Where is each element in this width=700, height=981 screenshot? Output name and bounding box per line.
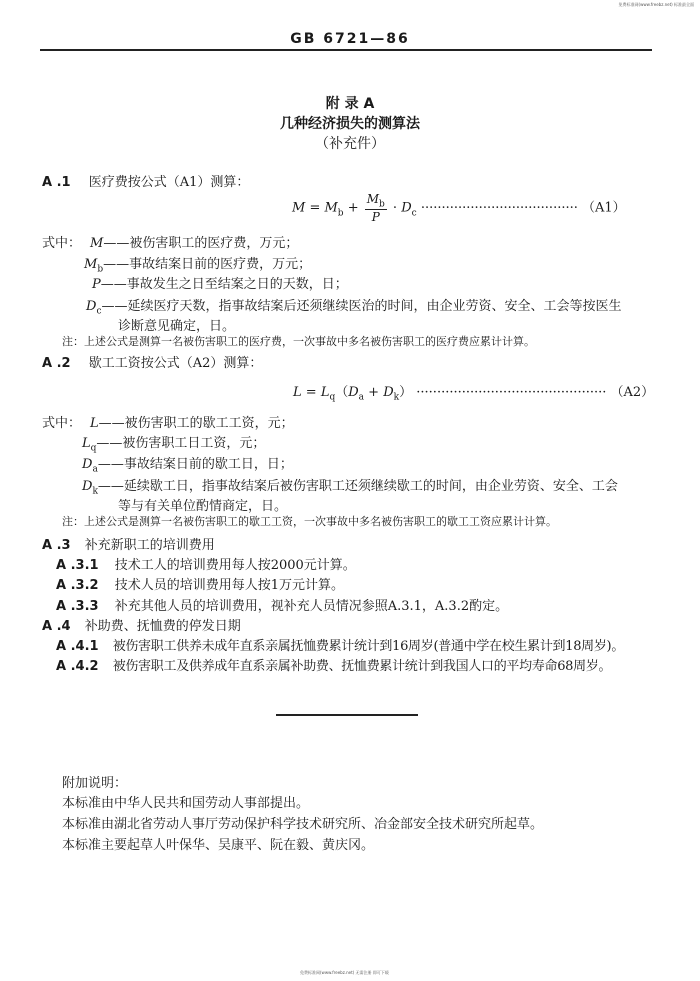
a4-item-2-num: A .4.2	[56, 659, 99, 674]
corner-watermark-top: 免费标准网(www.freebz.net) 标准最全面	[618, 2, 694, 7]
formula-a1-leader: ······································	[420, 200, 578, 216]
additional-heading: 附加说明：	[62, 776, 128, 791]
standard-number-header: GB 6721—86	[290, 31, 410, 47]
a3-item-3	[56, 595, 508, 614]
formula-a2-lq: L	[320, 385, 330, 400]
a1-where: 式中：	[42, 236, 82, 251]
section-a2-number: A .2	[42, 356, 71, 371]
corner-watermark-bottom: 免费标准网(www.freebz.net) 无需注册 即可下载	[300, 970, 389, 975]
a1-def-2-sym: M	[84, 257, 98, 272]
a4-item-2	[56, 655, 611, 674]
formula-a1	[292, 192, 626, 224]
a1-def-4-text: ——延续医疗天数，指事故结案后还须继续医治的时间，由企业劳资、安全、工会等按医生	[101, 299, 622, 314]
a1-def-4: $D_c——$延续医疗天数，指事故结案后还须继续医治的时间，由企业劳资、安全、工会等按医生	[86, 299, 622, 317]
formula-a1-frac-den: P	[371, 210, 380, 225]
section-a3-number: A .3	[42, 538, 71, 553]
a1-def-4-cont: 诊断意见确定，日。	[118, 319, 236, 334]
formula-a2-open: （	[335, 385, 349, 400]
a1-def-4-sym: D	[86, 299, 97, 314]
section-a4-heading	[42, 615, 241, 634]
section-a4-number: A .4	[42, 619, 71, 634]
header-rule	[40, 49, 652, 51]
a4-item-1-num: A .4.1	[56, 639, 99, 654]
a4-item-1-text: 被伤害职工供养未成年直系亲属抚恤费累计统计到16周岁(普通中学在校生累计到18周岁)。	[112, 639, 625, 654]
formula-a2-dk-sub: k	[393, 392, 400, 403]
a1-def-1-sym: M	[90, 236, 104, 251]
a3-item-1	[56, 554, 356, 573]
a2-def-4: $D_k——$延续歇工日，指事故结案后被伤害职工还须继续歇工的时间，由企业劳资、安全、工会	[82, 479, 618, 497]
formula-a1-dc-sub: c	[411, 208, 417, 219]
a2-def-2-text: ——被伤害职工日工资，元；	[96, 436, 266, 451]
a2-def-3-text: ——事故结案日前的歇工日，日；	[97, 457, 293, 472]
a2-def-4-sym: D	[82, 479, 93, 494]
formula-a2-label: （A2）	[610, 385, 655, 400]
a4-item-1	[56, 635, 624, 654]
formula-a2-dk: D	[383, 385, 394, 400]
a2-def-3: $D_a——$事故结案日前的歇工日，日；	[82, 457, 293, 475]
a3-item-1-text: 技术工人的培训费用每人按2000元计算。	[114, 558, 356, 573]
a1-def-3-text: ——事故发生之日至结案之日的天数，日；	[100, 277, 348, 292]
a1-def-3-sym: P	[92, 277, 101, 292]
appendix-note: （补充件）	[315, 136, 385, 152]
a1-note: 注：上述公式是测算一名被伤害职工的医疗费，一次事故中多名被伤害职工的医疗费应累计计算。	[62, 335, 535, 348]
formula-a2-lhs: L	[293, 385, 302, 400]
formula-a2-da: D	[348, 385, 359, 400]
section-a3-text: 补充新职工的培训费用	[84, 538, 215, 553]
a1-def-3	[92, 273, 348, 295]
formula-a1-frac-sub: b	[379, 199, 385, 210]
a2-def-3-sym: D	[82, 457, 93, 472]
a1-def-2: $M_b——$事故结案日前的医疗费，万元；	[84, 257, 312, 275]
section-a1-number: A .1	[42, 175, 71, 190]
formula-a2	[293, 381, 654, 403]
a3-item-1-num: A .3.1	[56, 558, 99, 573]
formula-a2-lq-sub: q	[329, 392, 336, 403]
formula-a2-leader: ··············································	[416, 385, 607, 400]
a3-item-2-num: A .3.2	[56, 578, 99, 593]
a2-note: 注：上述公式是测算一名被伤害职工的歇工工资，一次事故中多名被伤害职工的歇工工资应累计计算。	[62, 515, 557, 528]
formula-a2-da-sub: a	[358, 392, 365, 403]
formula-a1-lhs: M	[292, 200, 306, 216]
formula-a2-close: ）	[399, 385, 413, 400]
a1-def-1-text: ——被伤害职工的医疗费，万元；	[103, 236, 299, 251]
a3-item-3-num: A .3.3	[56, 599, 99, 614]
formula-a1-dc: D	[401, 200, 412, 216]
section-divider	[276, 714, 418, 716]
a2-def-2: $L_q——$被伤害职工日工资，元；	[82, 436, 266, 454]
a4-item-2-text: 被伤害职工及供养成年直系亲属补助费、抚恤费累计统计到我国人口的平均寿命68周岁。	[112, 659, 612, 674]
a1-def-1	[90, 232, 298, 254]
formula-a1-label: （A1）	[582, 200, 626, 216]
additional-line-3: 本标准主要起草人叶保华、吴康平、阮在毅、黄庆冈。	[62, 838, 375, 853]
formula-a1-frac-num: M	[366, 192, 380, 206]
a2-def-4-cont: 等与有关单位酌情商定，日。	[118, 499, 288, 514]
a2-def-1-text: ——被伤害职工的歇工工资，元；	[98, 416, 294, 431]
section-a1-heading	[42, 171, 249, 190]
a2-where: 式中：	[42, 416, 82, 431]
a2-def-2-sym: L	[82, 436, 91, 451]
section-a1-text: 医疗费按公式（A1）测算：	[88, 175, 250, 190]
a2-def-1-sym: L	[90, 416, 99, 431]
formula-a1-plus: +	[343, 200, 363, 216]
formula-a1-dot: ·	[388, 200, 402, 216]
formula-a1-fraction	[365, 192, 387, 224]
a1-def-2-text: ——事故结案日前的医疗费，万元；	[103, 257, 312, 272]
a3-item-3-text: 补充其他人员的培训费用，视补充人员情况参照A.3.1，A.3.2酌定。	[114, 599, 509, 614]
a3-item-2-text: 技术人员的培训费用每人按1万元计算。	[114, 578, 344, 593]
additional-line-2: 本标准由湖北省劳动人事厅劳动保护科学技术研究所、冶金部安全技术研究所起草。	[62, 817, 544, 832]
formula-a2-plus: +	[364, 385, 384, 400]
formula-a2-eq: =	[301, 385, 321, 400]
formula-a1-mb: M	[324, 200, 338, 216]
additional-line-1: 本标准由中华人民共和国劳动人事部提出。	[62, 796, 310, 811]
a2-def-1	[90, 412, 294, 434]
section-a4-text: 补助费、抚恤费的停发日期	[84, 619, 241, 634]
section-a2-heading	[42, 352, 262, 371]
appendix-subtitle: 几种经济损失的测算法	[280, 116, 420, 132]
a2-def-4-text: ——延续歇工日，指事故结案后被伤害职工还须继续歇工的时间，由企业劳资、安全、工会	[97, 479, 618, 494]
a3-item-2	[56, 574, 344, 593]
appendix-title: 附 录 A	[325, 96, 375, 112]
section-a2-text: 歇工工资按公式（A2）测算：	[88, 356, 263, 371]
formula-a1-eq: =	[305, 200, 325, 216]
formula-a1-mb-sub: b	[337, 208, 344, 219]
section-a3-heading	[42, 534, 215, 553]
